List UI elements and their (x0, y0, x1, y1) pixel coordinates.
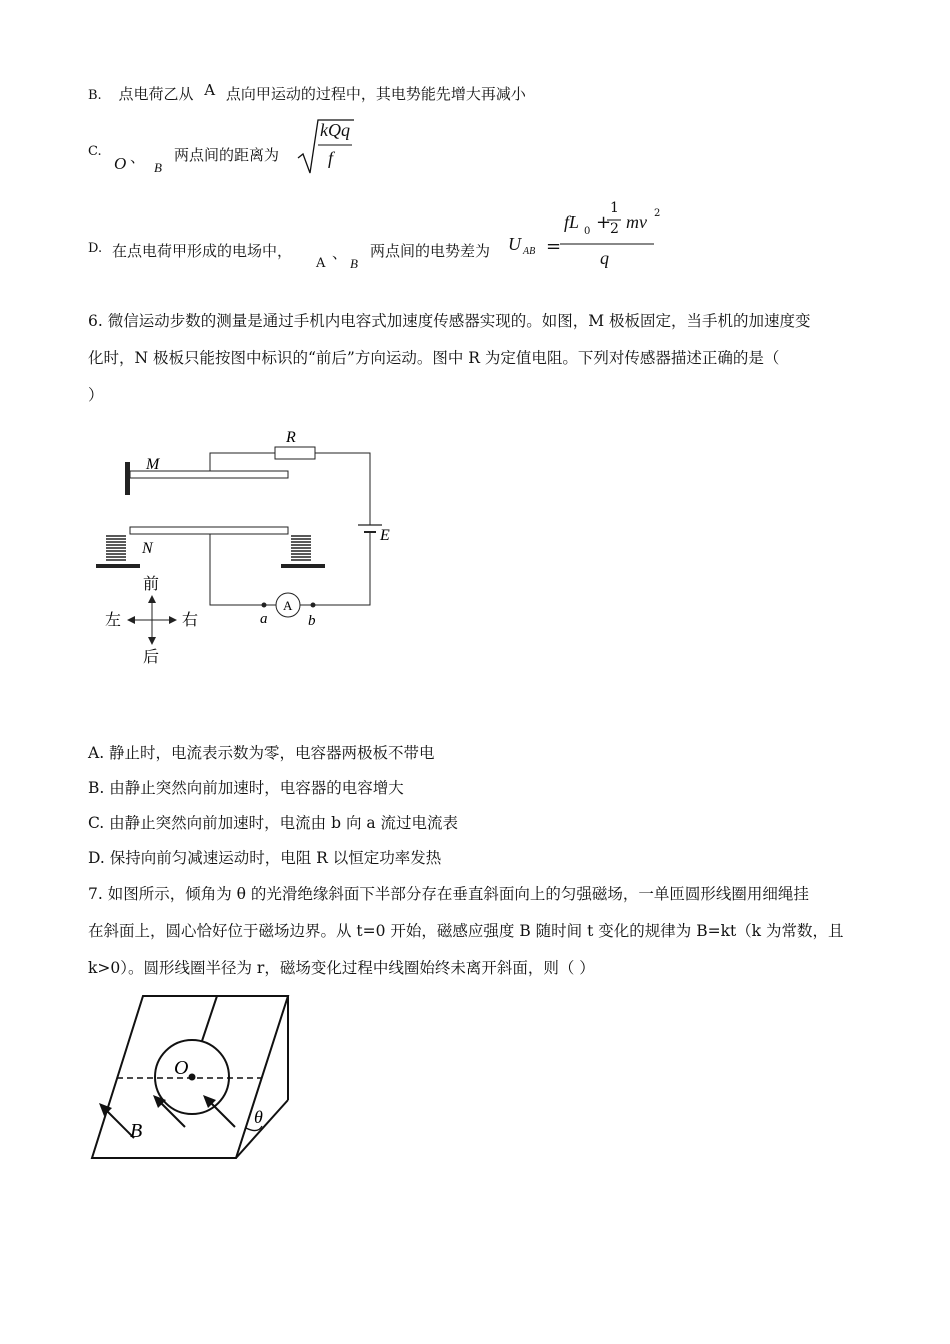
m-plate-mount (125, 462, 130, 495)
point-label: A (316, 256, 326, 271)
q7-stem-line3: k>0）。圆形线圈半径为 r，磁场变化过程中线圈始终未离开斜面，则（ ） (88, 959, 595, 977)
arrow-right-icon (169, 616, 177, 624)
label-r: R (286, 429, 296, 446)
option-label: B. (88, 88, 102, 103)
label-back: 后 (143, 649, 160, 666)
resistor-r (275, 447, 315, 459)
option-label: C. (88, 144, 102, 159)
label-o: O (174, 1057, 189, 1079)
label-b-field: B (130, 1120, 143, 1142)
label-ammeter: A (283, 598, 293, 613)
fraction-numerator: kQq (320, 120, 350, 140)
numerator-term: fL (564, 212, 580, 232)
q5-option-b (88, 83, 526, 104)
label-b: b (308, 613, 316, 629)
q7-stem-line2: 在斜面上，圆心恰好位于磁场边界。从 t=0 开始，磁感应强度 B 随时间 t 变化的规律为 B=kt（k 为常数，且 (88, 922, 844, 940)
label-a: a (260, 611, 268, 627)
option-text: 点向甲运动的过程中，其电势能先增大再减小 (225, 85, 526, 103)
arrow-down-icon (148, 637, 156, 645)
fraction-denominator: q (600, 248, 609, 268)
point-label: B (350, 256, 358, 271)
q6-option-c: C. 由静止突然向前加速时，电流由 b 向 a 流过电流表 (88, 814, 459, 832)
half-denominator: 2 (610, 221, 619, 237)
label-e: E (380, 527, 390, 544)
label-m: M (146, 456, 160, 473)
point-label: B (154, 160, 162, 175)
plus-sign: + (596, 212, 612, 233)
fraction-denominator: f (328, 148, 334, 168)
option-text: 点电荷乙从 (118, 85, 194, 103)
q6-option-a: A. 静止时，电流表示数为零，电容器两极板不带电 (88, 744, 435, 762)
option-text: 两点间的距离为 (174, 146, 280, 164)
q7-stem-line1: 7. 如图所示，倾角为 θ 的光滑绝缘斜面下半部分存在垂直斜面向上的匀强磁场，一单匝圆形线圈用细绳挂 (88, 885, 809, 903)
option-label: D. (88, 241, 103, 256)
half-numerator: 1 (610, 200, 619, 216)
q6-stem-line3: ） (88, 386, 104, 404)
arrow-up-icon (148, 595, 156, 603)
label-right: 右 (182, 612, 199, 629)
voltage-subscript: AB (523, 246, 536, 257)
arrow-left-icon (127, 616, 135, 624)
right-spring (281, 536, 325, 568)
point-label: O (114, 154, 127, 173)
q6-stem-line1: 6. 微信运动步数的测量是通过手机内电容式加速度传感器实现的。如图，M 极板固定，当手机的加速度变 (88, 312, 811, 330)
point-label: A (204, 81, 216, 99)
label-front: 前 (143, 576, 160, 593)
option-text: 两点间的电势差为 (370, 242, 491, 260)
capacitor-sensor-diagram (90, 425, 420, 670)
separator: 、 (130, 148, 146, 166)
equals-sign: = (546, 236, 562, 257)
fraction-bar (560, 243, 654, 246)
mv-term: mv (626, 212, 647, 232)
n-plate (130, 527, 288, 534)
label-left: 左 (105, 612, 122, 629)
center-o-dot (189, 1074, 196, 1081)
separator: 、 (332, 244, 348, 262)
squared-exponent: 2 (654, 208, 661, 219)
left-spring (96, 534, 140, 568)
q6-option-d: D. 保持向前匀减速运动时，电阻 R 以恒定功率发热 (88, 849, 442, 867)
q6-option-b: B. 由静止突然向前加速时，电容器的电容增大 (88, 779, 404, 797)
numerator-subscript: 0 (584, 226, 591, 237)
voltage-symbol: U (508, 234, 521, 254)
label-n: N (142, 540, 153, 557)
q6-stem-line2: 化时，N 极板只能按图中标识的“前后”方向运动。图中 R 为定值电阻。下列对传感器描述正确的是（ (88, 349, 780, 367)
incline-coil-diagram (88, 992, 308, 1167)
option-text: 在点电荷甲形成的电场中， (112, 242, 293, 260)
label-theta: θ (254, 1107, 263, 1127)
